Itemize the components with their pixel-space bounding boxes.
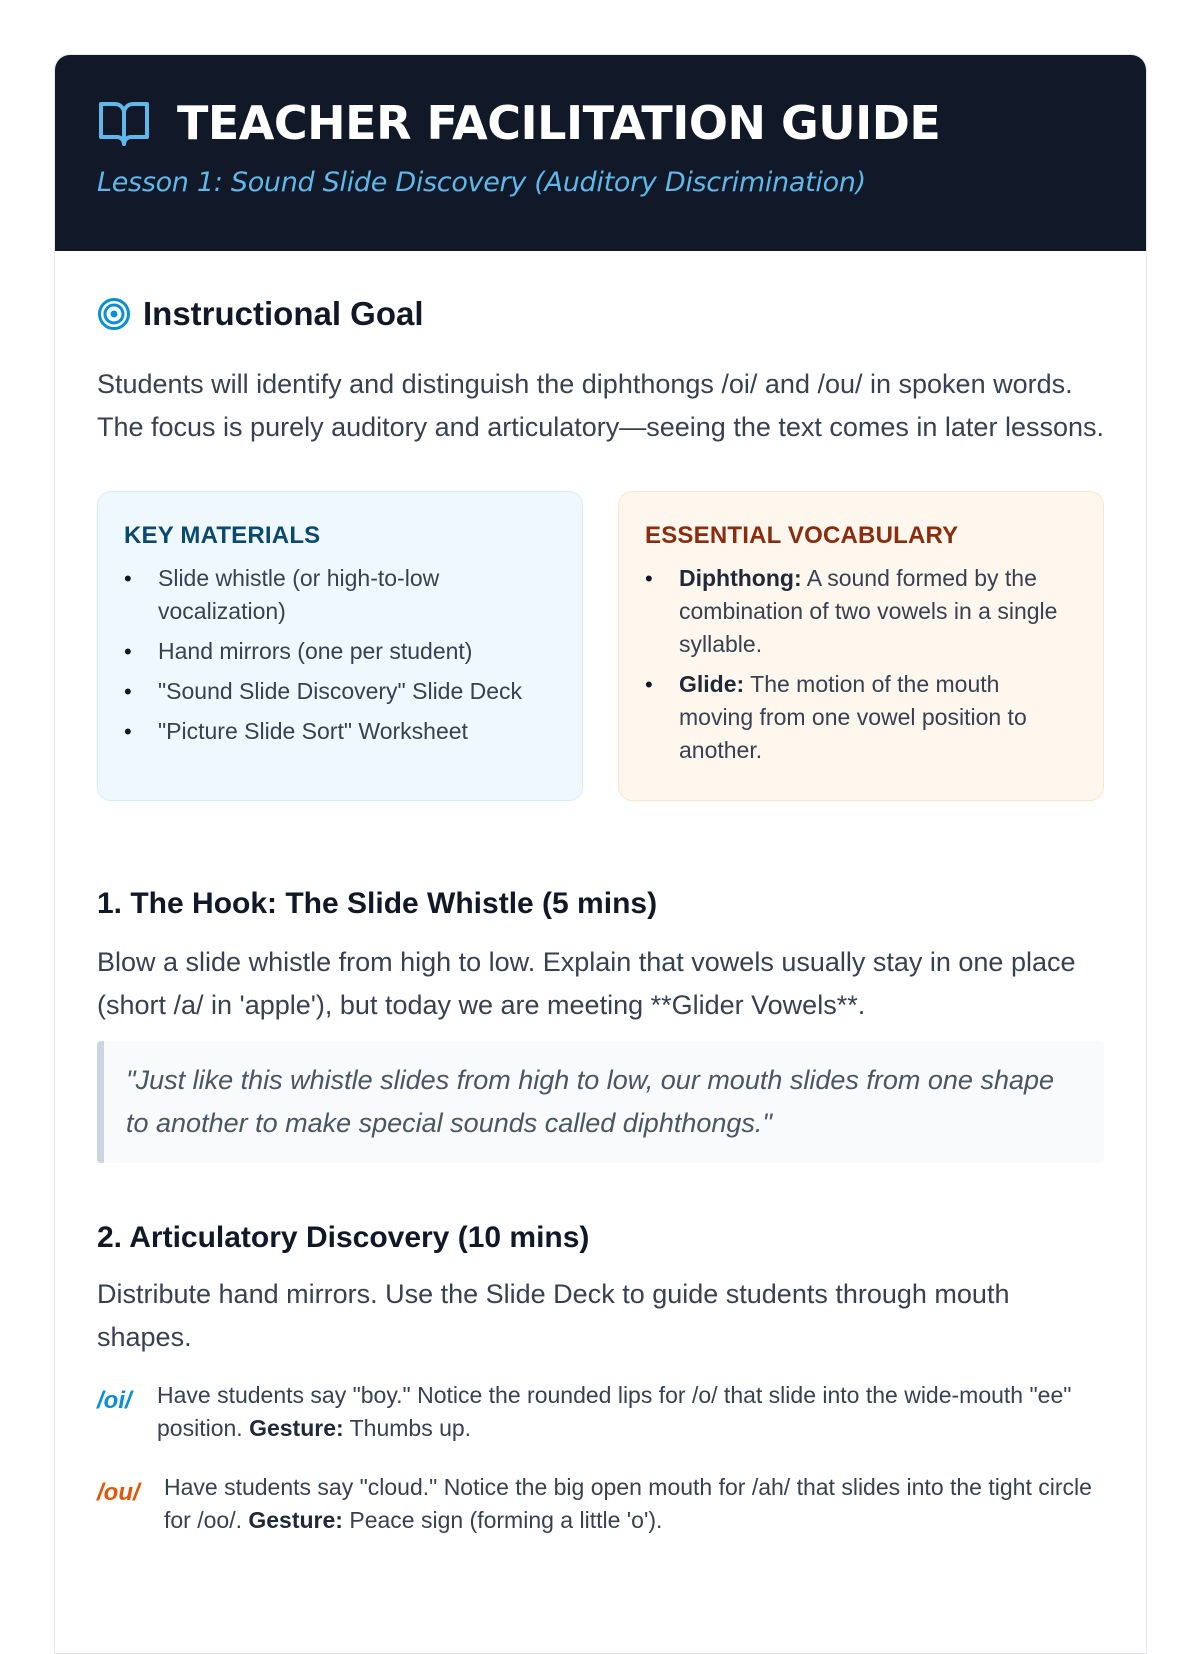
- vocab-term: Diphthong:: [679, 565, 802, 591]
- list-item: [645, 562, 1077, 661]
- gesture-label: Gesture:: [248, 1507, 343, 1533]
- section-1-title: 1. The Hook: The Slide Whistle (5 mins): [97, 887, 658, 920]
- lesson-subtitle: Lesson 1: Sound Slide Discovery (Auditory Discrimination): [97, 167, 866, 198]
- list-item: • Slide whistle (or high-to-low vocalization): [124, 562, 556, 628]
- list-item: [645, 668, 1077, 767]
- teacher-quote: [97, 1041, 1104, 1163]
- sound-description: Have students say "cloud." Notice the big open mouth for /ah/ that slides into the tight circle for /oo/.: [164, 1474, 1092, 1533]
- sound-description: Have students say "boy." Notice the rounded lips for /o/ that slide into the wide-mouth "ee" position.: [157, 1382, 1072, 1441]
- section-1-text: Blow a slide whistle from high to low. Explain that vowels usually stay in one place (short /a/ in 'apple'), but today we are meeting **Glider Vowels**.: [97, 947, 1076, 1020]
- sound-label: /oi/: [97, 1387, 132, 1414]
- section-2-title: 2. Articulatory Discovery (10 mins): [97, 1221, 590, 1254]
- section-2-text: Distribute hand mirrors. Use the Slide Deck to guide students through mouth shapes.: [97, 1279, 1010, 1352]
- list-item: • "Sound Slide Discovery" Slide Deck: [124, 675, 556, 708]
- sound-text: [164, 1471, 1104, 1537]
- info-boxes: [97, 491, 1104, 801]
- materials-list: [124, 562, 556, 748]
- gesture-text: Thumbs up.: [343, 1415, 472, 1441]
- vocab-term: Glide:: [679, 671, 745, 697]
- goal-heading: [97, 295, 1104, 333]
- materials-title: KEY MATERIALS: [124, 522, 321, 549]
- vocab-definition: The motion of the mouth moving from one vowel position to another.: [679, 671, 1027, 763]
- sound-label: /ou/: [97, 1479, 140, 1506]
- list-item: • "Picture Slide Sort" Worksheet: [124, 715, 556, 748]
- materials-box: [97, 491, 583, 801]
- facilitation-guide-card: [54, 54, 1147, 1654]
- goal-text: Students will identify and distinguish the diphthongs /oi/ and /ou/ in spoken words. The focus is purely auditory and articulatory—seeing the text comes in later lessons.: [97, 369, 1104, 442]
- gesture-label: Gesture:: [249, 1415, 344, 1441]
- book-open-icon: [97, 98, 151, 148]
- vocabulary-box: [618, 491, 1104, 801]
- target-icon: [97, 297, 131, 331]
- sound-row-ou: [97, 1471, 1104, 1537]
- gesture-text: Peace sign (forming a little 'o').: [342, 1507, 663, 1533]
- list-item: • Hand mirrors (one per student): [124, 635, 556, 668]
- goal-title: Instructional Goal: [143, 295, 424, 332]
- vocab-definition: A sound formed by the combination of two vowels in a single syllable.: [679, 565, 1058, 657]
- guide-header: [55, 55, 1146, 251]
- vocabulary-list: [645, 562, 1077, 767]
- guide-content: [55, 295, 1146, 1537]
- quote-text: "Just like this whistle slides from high to low, our mouth slides from one shape to another to make special sounds called diphthongs.": [126, 1065, 1055, 1138]
- vocabulary-title: ESSENTIAL VOCABULARY: [645, 522, 959, 549]
- sound-text: [157, 1379, 1104, 1445]
- page-title: TEACHER FACILITATION GUIDE: [177, 96, 941, 150]
- sound-row-oi: [97, 1379, 1104, 1445]
